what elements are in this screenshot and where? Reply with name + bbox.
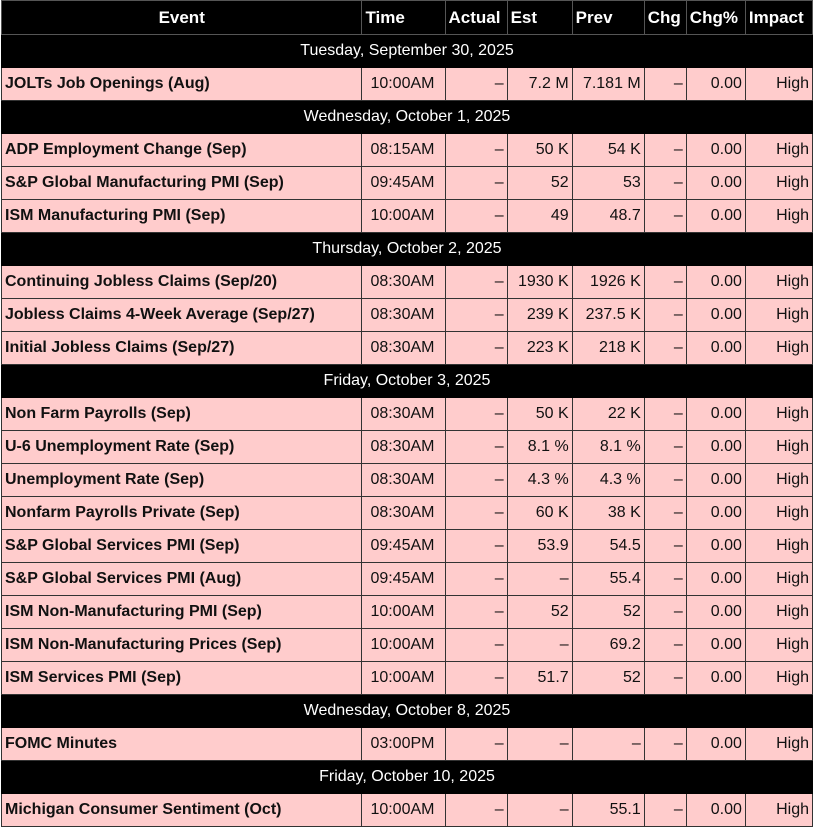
time-cell: 09:45AM <box>362 563 445 596</box>
previous-cell: 52 <box>572 596 644 629</box>
time-cell: 08:30AM <box>362 464 445 497</box>
date-group-header <box>2 233 813 266</box>
change-cell: – <box>644 266 686 299</box>
impact-cell: High <box>745 530 812 563</box>
date-group-header <box>2 761 813 794</box>
estimate-cell: 50 K <box>507 134 572 167</box>
change-percent-cell: 0.00 <box>686 266 745 299</box>
change-cell: – <box>644 596 686 629</box>
event-row[interactable] <box>2 134 813 167</box>
date-label: Wednesday, October 8, 2025 <box>2 695 813 728</box>
time-cell: 09:45AM <box>362 167 445 200</box>
impact-cell: High <box>745 728 812 761</box>
change-cell: – <box>644 629 686 662</box>
change-percent-cell: 0.00 <box>686 530 745 563</box>
time-cell: 10:00AM <box>362 68 445 101</box>
event-row[interactable] <box>2 398 813 431</box>
impact-cell: High <box>745 134 812 167</box>
estimate-cell: – <box>507 794 572 827</box>
change-percent-cell: 0.00 <box>686 728 745 761</box>
change-cell: – <box>644 431 686 464</box>
date-label: Friday, October 10, 2025 <box>2 761 813 794</box>
actual-cell: – <box>445 629 507 662</box>
change-cell: – <box>644 497 686 530</box>
actual-cell: – <box>445 431 507 464</box>
change-percent-cell: 0.00 <box>686 134 745 167</box>
event-name-cell[interactable]: Michigan Consumer Sentiment (Oct) <box>2 794 362 827</box>
actual-cell: – <box>445 728 507 761</box>
estimate-cell: 52 <box>507 596 572 629</box>
actual-cell: – <box>445 497 507 530</box>
column-header-actual[interactable]: Actual <box>445 1 507 35</box>
impact-cell: High <box>745 167 812 200</box>
actual-cell: – <box>445 530 507 563</box>
change-percent-cell: 0.00 <box>686 200 745 233</box>
event-name-cell[interactable]: FOMC Minutes <box>2 728 362 761</box>
time-cell: 10:00AM <box>362 662 445 695</box>
previous-cell: 55.4 <box>572 563 644 596</box>
header-row <box>2 1 813 35</box>
change-cell: – <box>644 530 686 563</box>
event-row[interactable] <box>2 662 813 695</box>
previous-cell: 54.5 <box>572 530 644 563</box>
column-header-time[interactable]: Time <box>362 1 445 35</box>
date-group-header <box>2 101 813 134</box>
estimate-cell: 4.3 % <box>507 464 572 497</box>
change-percent-cell: 0.00 <box>686 596 745 629</box>
column-header-est[interactable]: Est <box>507 1 572 35</box>
column-header-prev[interactable]: Prev <box>572 1 644 35</box>
estimate-cell: 49 <box>507 200 572 233</box>
actual-cell: – <box>445 200 507 233</box>
event-row[interactable] <box>2 794 813 827</box>
event-name-cell[interactable]: JOLTs Job Openings (Aug) <box>2 68 362 101</box>
time-cell: 08:30AM <box>362 497 445 530</box>
previous-cell: 54 K <box>572 134 644 167</box>
previous-cell: 4.3 % <box>572 464 644 497</box>
previous-cell: 7.181 M <box>572 68 644 101</box>
date-group-header <box>2 695 813 728</box>
event-row[interactable] <box>2 497 813 530</box>
time-cell: 09:45AM <box>362 530 445 563</box>
change-cell: – <box>644 68 686 101</box>
event-row[interactable] <box>2 68 813 101</box>
actual-cell: – <box>445 332 507 365</box>
change-cell: – <box>644 299 686 332</box>
event-row[interactable] <box>2 299 813 332</box>
change-percent-cell: 0.00 <box>686 794 745 827</box>
change-percent-cell: 0.00 <box>686 332 745 365</box>
time-cell: 08:30AM <box>362 398 445 431</box>
change-cell: – <box>644 464 686 497</box>
actual-cell: – <box>445 68 507 101</box>
event-name-cell[interactable]: Non Farm Payrolls (Sep) <box>2 398 362 431</box>
estimate-cell: – <box>507 728 572 761</box>
time-cell: 08:30AM <box>362 332 445 365</box>
event-name-cell[interactable]: S&P Global Services PMI (Aug) <box>2 563 362 596</box>
estimate-cell: 223 K <box>507 332 572 365</box>
previous-cell: 8.1 % <box>572 431 644 464</box>
change-percent-cell: 0.00 <box>686 662 745 695</box>
previous-cell: – <box>572 728 644 761</box>
event-name-cell[interactable]: Jobless Claims 4-Week Average (Sep/27) <box>2 299 362 332</box>
actual-cell: – <box>445 563 507 596</box>
change-cell: – <box>644 332 686 365</box>
event-row[interactable] <box>2 266 813 299</box>
change-percent-cell: 0.00 <box>686 464 745 497</box>
event-row[interactable] <box>2 563 813 596</box>
previous-cell: 38 K <box>572 497 644 530</box>
column-header-impact[interactable]: Impact <box>745 1 812 35</box>
impact-cell: High <box>745 662 812 695</box>
impact-cell: High <box>745 629 812 662</box>
change-cell: – <box>644 728 686 761</box>
previous-cell: 52 <box>572 662 644 695</box>
date-label: Friday, October 3, 2025 <box>2 365 813 398</box>
date-label: Wednesday, October 1, 2025 <box>2 101 813 134</box>
event-name-cell[interactable]: ISM Services PMI (Sep) <box>2 662 362 695</box>
event-row[interactable] <box>2 464 813 497</box>
previous-cell: 55.1 <box>572 794 644 827</box>
estimate-cell: 50 K <box>507 398 572 431</box>
time-cell: 08:30AM <box>362 266 445 299</box>
actual-cell: – <box>445 266 507 299</box>
actual-cell: – <box>445 299 507 332</box>
column-header-chg-pct[interactable]: Chg% <box>686 1 745 35</box>
event-name-cell[interactable]: U-6 Unemployment Rate (Sep) <box>2 431 362 464</box>
event-name-cell[interactable]: Unemployment Rate (Sep) <box>2 464 362 497</box>
event-row[interactable] <box>2 200 813 233</box>
event-row[interactable] <box>2 530 813 563</box>
economic-calendar-table <box>1 0 813 827</box>
impact-cell: High <box>745 299 812 332</box>
actual-cell: – <box>445 596 507 629</box>
estimate-cell: – <box>507 629 572 662</box>
actual-cell: – <box>445 662 507 695</box>
date-group-header <box>2 365 813 398</box>
estimate-cell: 1930 K <box>507 266 572 299</box>
event-name-cell[interactable]: ADP Employment Change (Sep) <box>2 134 362 167</box>
event-name-cell[interactable]: ISM Non-Manufacturing PMI (Sep) <box>2 596 362 629</box>
previous-cell: 53 <box>572 167 644 200</box>
time-cell: 10:00AM <box>362 629 445 662</box>
time-cell: 10:00AM <box>362 596 445 629</box>
change-percent-cell: 0.00 <box>686 167 745 200</box>
event-name-cell[interactable]: S&P Global Services PMI (Sep) <box>2 530 362 563</box>
actual-cell: – <box>445 464 507 497</box>
event-row[interactable] <box>2 728 813 761</box>
change-percent-cell: 0.00 <box>686 299 745 332</box>
previous-cell: 218 K <box>572 332 644 365</box>
actual-cell: – <box>445 167 507 200</box>
change-cell: – <box>644 563 686 596</box>
impact-cell: High <box>745 266 812 299</box>
change-cell: – <box>644 167 686 200</box>
estimate-cell: 51.7 <box>507 662 572 695</box>
time-cell: 08:30AM <box>362 299 445 332</box>
change-cell: – <box>644 794 686 827</box>
impact-cell: High <box>745 497 812 530</box>
impact-cell: High <box>745 431 812 464</box>
estimate-cell: 52 <box>507 167 572 200</box>
previous-cell: 22 K <box>572 398 644 431</box>
event-name-cell[interactable]: Nonfarm Payrolls Private (Sep) <box>2 497 362 530</box>
event-name-cell[interactable]: ISM Manufacturing PMI (Sep) <box>2 200 362 233</box>
estimate-cell: 8.1 % <box>507 431 572 464</box>
impact-cell: High <box>745 332 812 365</box>
change-cell: – <box>644 134 686 167</box>
event-row[interactable] <box>2 167 813 200</box>
date-label: Thursday, October 2, 2025 <box>2 233 813 266</box>
change-percent-cell: 0.00 <box>686 497 745 530</box>
event-name-cell[interactable]: S&P Global Manufacturing PMI (Sep) <box>2 167 362 200</box>
date-label: Tuesday, September 30, 2025 <box>2 35 813 68</box>
change-percent-cell: 0.00 <box>686 398 745 431</box>
impact-cell: High <box>745 398 812 431</box>
change-cell: – <box>644 200 686 233</box>
change-percent-cell: 0.00 <box>686 629 745 662</box>
impact-cell: High <box>745 596 812 629</box>
estimate-cell: 7.2 M <box>507 68 572 101</box>
impact-cell: High <box>745 68 812 101</box>
table-header <box>2 1 813 35</box>
previous-cell: 237.5 K <box>572 299 644 332</box>
estimate-cell: – <box>507 563 572 596</box>
column-header-chg[interactable]: Chg <box>644 1 686 35</box>
time-cell: 08:15AM <box>362 134 445 167</box>
actual-cell: – <box>445 134 507 167</box>
impact-cell: High <box>745 200 812 233</box>
event-name-cell[interactable]: Initial Jobless Claims (Sep/27) <box>2 332 362 365</box>
table-body <box>2 35 813 827</box>
actual-cell: – <box>445 398 507 431</box>
change-percent-cell: 0.00 <box>686 431 745 464</box>
event-row[interactable] <box>2 332 813 365</box>
previous-cell: 1926 K <box>572 266 644 299</box>
previous-cell: 48.7 <box>572 200 644 233</box>
event-row[interactable] <box>2 596 813 629</box>
change-percent-cell: 0.00 <box>686 68 745 101</box>
date-group-header <box>2 35 813 68</box>
previous-cell: 69.2 <box>572 629 644 662</box>
change-percent-cell: 0.00 <box>686 563 745 596</box>
impact-cell: High <box>745 794 812 827</box>
column-header-event[interactable]: Event <box>2 1 362 35</box>
impact-cell: High <box>745 464 812 497</box>
estimate-cell: 60 K <box>507 497 572 530</box>
change-cell: – <box>644 662 686 695</box>
event-name-cell[interactable]: ISM Non-Manufacturing Prices (Sep) <box>2 629 362 662</box>
change-cell: – <box>644 398 686 431</box>
estimate-cell: 53.9 <box>507 530 572 563</box>
event-name-cell[interactable]: Continuing Jobless Claims (Sep/20) <box>2 266 362 299</box>
time-cell: 03:00PM <box>362 728 445 761</box>
impact-cell: High <box>745 563 812 596</box>
actual-cell: – <box>445 794 507 827</box>
event-row[interactable] <box>2 431 813 464</box>
event-row[interactable] <box>2 629 813 662</box>
estimate-cell: 239 K <box>507 299 572 332</box>
time-cell: 10:00AM <box>362 200 445 233</box>
time-cell: 10:00AM <box>362 794 445 827</box>
time-cell: 08:30AM <box>362 431 445 464</box>
